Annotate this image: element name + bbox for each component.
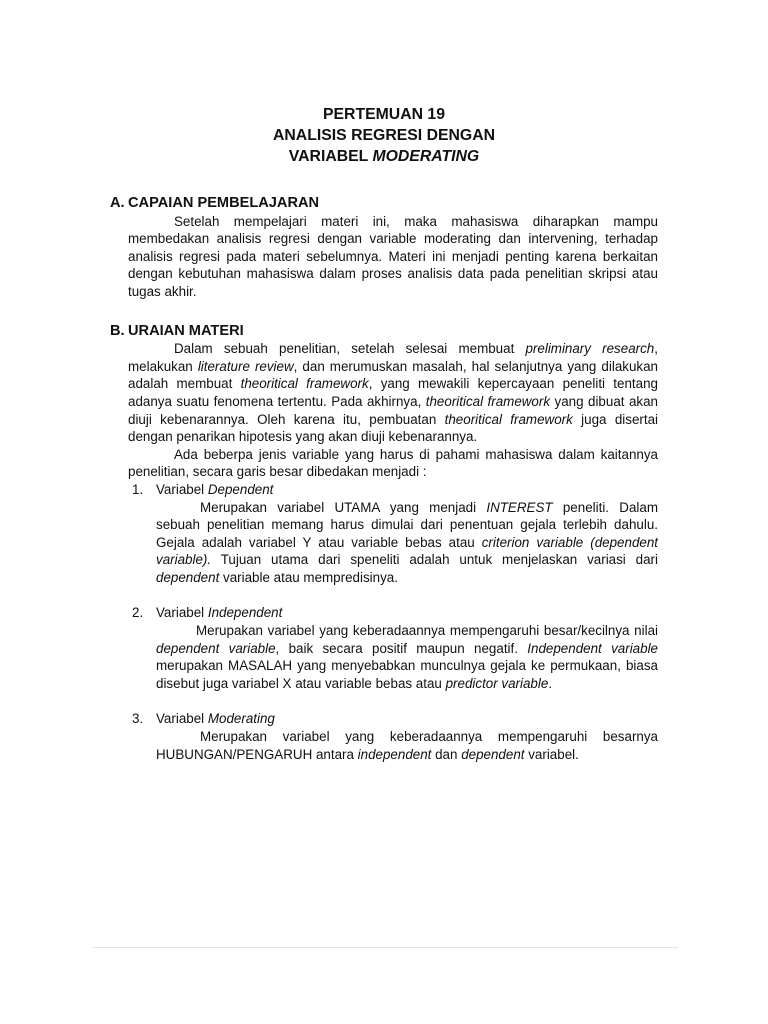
section-a-heading: A. CAPAIAN PEMBELAJARAN bbox=[110, 195, 320, 211]
list-item bbox=[132, 604, 658, 692]
section-b-paragraph-2: Ada beberpa jenis variable yang harus di pahami mahasiswa dalam kaitannya penelitian, secara garis besar dibedakan menjadi : bbox=[128, 446, 658, 480]
page-content bbox=[110, 104, 658, 763]
list-item-body: Merupakan variabel UTAMA yang menjadi INTEREST peneliti. Dalam sebuah penelitian memang harus dimulai dari penentuan gejala terlebih dahulu. Gejala adalah variabel Y atau variable bebas atau criterion variable (dependent variable). Tujuan utama dari speneliti adalah untuk menjelaskan variasi dari dependent variable atau mempredisinya. bbox=[156, 499, 659, 585]
section-b-paragraph-1: Dalam sebuah penelitian, setelah selesai membuat preliminary research, melakukan literature review, dan merumuskan masalah, hal selanjutnya yang dilakukan adalah membuat theoritical framework, yang mewakili kepercayaan peneliti tentang adanya suatu fenomena tertentu. Pada akhirnya, theoritical framework yang dibuat akan diuji kebenarannya. Oleh karena itu, pembuatan theoritical framework juga disertai dengan penarikan hipotesis yang akan diuji kebenarannya. bbox=[128, 341, 659, 445]
title-line-1: PERTEMUAN 19 bbox=[322, 106, 445, 123]
list-item bbox=[132, 481, 658, 587]
list-item-heading: 2. Variabel Independent bbox=[132, 605, 283, 621]
list-item-body: Merupakan variabel yang keberadaannya mempengaruhi besar/kecilnya nilai dependent variable, baik secara positif maupun negatif. Independent variable merupakan MASALAH yang menyebabkan munculnya gejala ke permukaan, biasa disebut juga variabel X atau variable bebas atau predictor variable. bbox=[156, 623, 658, 691]
section-b-heading: B. URAIAN MATERI bbox=[110, 322, 244, 339]
list-item bbox=[132, 710, 658, 763]
section-a-paragraph: Setelah mempelajari materi ini, maka mahasiswa diharapkan mampu membedakan analisis regresi dengan variable moderating dan intervening, terhadap analisis regresi pada materi sebelumnya. Materi ini menjadi penting karena berkaitan dengan kebutuhan mahasiswa dalam proses analisis data pada penelitian skripsi atau tugas akhir. bbox=[128, 213, 658, 299]
document-title bbox=[110, 104, 658, 167]
variable-list bbox=[132, 481, 658, 763]
title-line-2: ANALISIS REGRESI DENGAN bbox=[272, 127, 496, 144]
list-item-body: Merupakan variabel yang keberadaannya mempengaruhi besarnya HUBUNGAN/PENGARUH antara independent dan dependent variabel. bbox=[156, 729, 658, 762]
list-item-heading: 1. Variabel Dependent bbox=[132, 481, 274, 497]
list-item-heading: 3. Variabel Moderating bbox=[132, 711, 275, 727]
title-line-3: VARIABEL MODERATING bbox=[288, 148, 480, 165]
page-footer-divider bbox=[92, 947, 678, 948]
